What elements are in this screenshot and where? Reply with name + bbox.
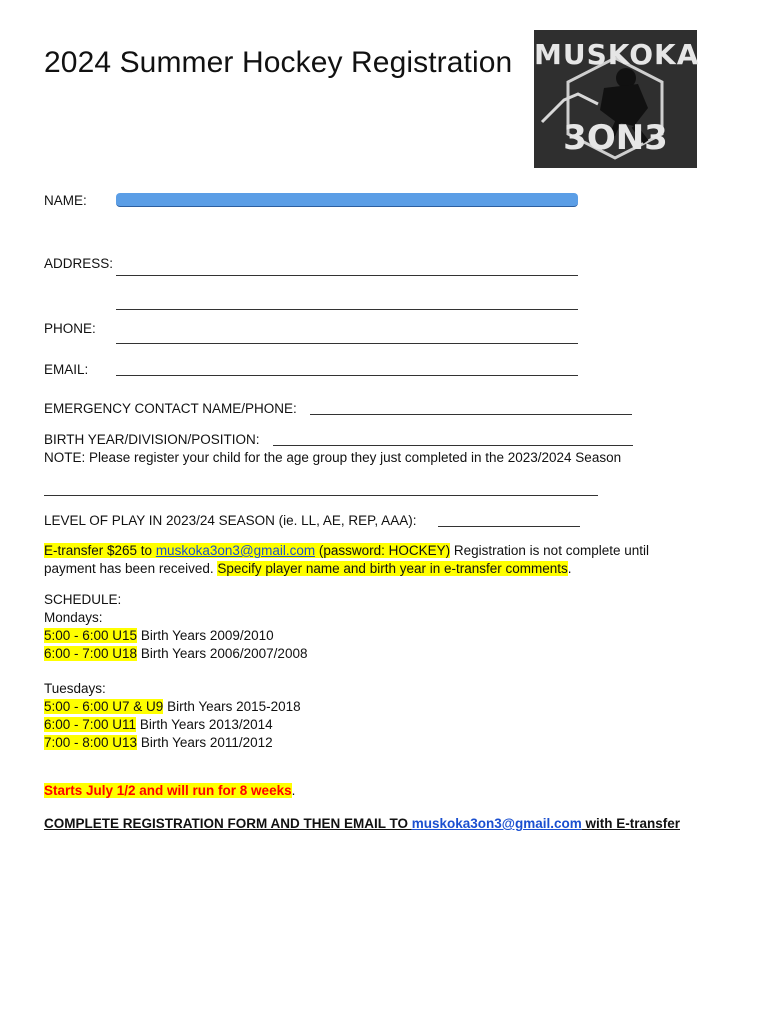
payment-line-2: payment has been received. Specify player name and birth year in e-transfer comments. <box>44 561 572 576</box>
page-title: 2024 Summer Hockey Registration <box>44 46 513 79</box>
address-label: ADDRESS: <box>44 256 114 271</box>
emergency-contact-label: EMERGENCY CONTACT NAME/PHONE: <box>44 401 297 416</box>
level-of-play-label: LEVEL OF PLAY IN 2023/24 SEASON (ie. LL, AE, REP, AAA): <box>44 513 417 528</box>
submission-email-link[interactable]: muskoka3on3@gmail.com <box>411 816 582 831</box>
address-line-2[interactable] <box>116 309 578 310</box>
note-response-line[interactable] <box>44 495 598 496</box>
etransfer-amount: E-transfer $265 to <box>44 543 156 558</box>
registration-incomplete-text: Registration is not complete until <box>450 543 649 558</box>
email-line[interactable] <box>116 375 578 376</box>
tuesdays-heading: Tuesdays: <box>44 681 106 696</box>
emergency-contact-line[interactable] <box>310 414 632 415</box>
time-slot: 6:00 - 7:00 U11 <box>44 717 137 732</box>
muskoka-3on3-logo <box>534 30 700 168</box>
email-label: EMAIL: <box>44 362 89 377</box>
birth-years: Birth Years 2013/2014 <box>136 717 273 732</box>
etransfer-password: (password: HOCKEY) <box>315 543 451 558</box>
schedule-heading: SCHEDULE: <box>44 592 122 607</box>
payment-line-1 <box>44 542 649 560</box>
submission-instructions <box>44 815 680 833</box>
birth-years: Birth Years 2006/2007/2008 <box>137 646 308 661</box>
start-date-text: Starts July 1/2 and will run for 8 weeks <box>44 783 292 798</box>
etransfer-email-link[interactable]: muskoka3on3@gmail.com <box>155 543 316 558</box>
payment-received-text: payment has been received. <box>44 561 218 576</box>
level-of-play-line[interactable] <box>438 526 580 527</box>
phone-line[interactable] <box>116 343 578 344</box>
logo-3on3: 3ON3 <box>563 118 668 158</box>
time-slot: 6:00 - 7:00 U18 <box>44 646 138 661</box>
schedule-row <box>44 716 273 734</box>
time-slot: 7:00 - 8:00 U13 <box>44 735 138 750</box>
schedule-row <box>44 645 307 663</box>
submission-text: COMPLETE REGISTRATION FORM AND THEN EMAIL TO <box>44 816 412 831</box>
birth-division-label: BIRTH YEAR/DIVISION/POSITION: <box>44 432 260 447</box>
age-group-note: NOTE: Please register your child for the age group they just completed in the 2023/2024 Season <box>44 450 622 465</box>
time-slot: 5:00 - 6:00 U7 & U9 <box>44 699 164 714</box>
schedule-row <box>44 627 274 645</box>
schedule-row <box>44 698 301 716</box>
season-start-note: Starts July 1/2 and will run for 8 weeks. <box>44 783 296 798</box>
birth-years: Birth Years 2011/2012 <box>137 735 273 750</box>
etransfer-comment-instruction: Specify player name and birth year in e-transfer comments <box>217 561 568 576</box>
address-line-1[interactable] <box>116 275 578 276</box>
name-field[interactable] <box>116 193 578 207</box>
schedule-row <box>44 734 273 752</box>
logo-wordmark: MUSKOKA <box>534 38 700 71</box>
submission-end-text: with E-transfer <box>581 816 680 831</box>
birth-years: Birth Years 2015-2018 <box>163 699 301 714</box>
phone-label: PHONE: <box>44 321 96 336</box>
time-slot: 5:00 - 6:00 U15 <box>44 628 138 643</box>
birth-division-line[interactable] <box>273 445 633 446</box>
name-label: NAME: <box>44 193 87 208</box>
birth-years: Birth Years 2009/2010 <box>137 628 274 643</box>
mondays-heading: Mondays: <box>44 610 103 625</box>
